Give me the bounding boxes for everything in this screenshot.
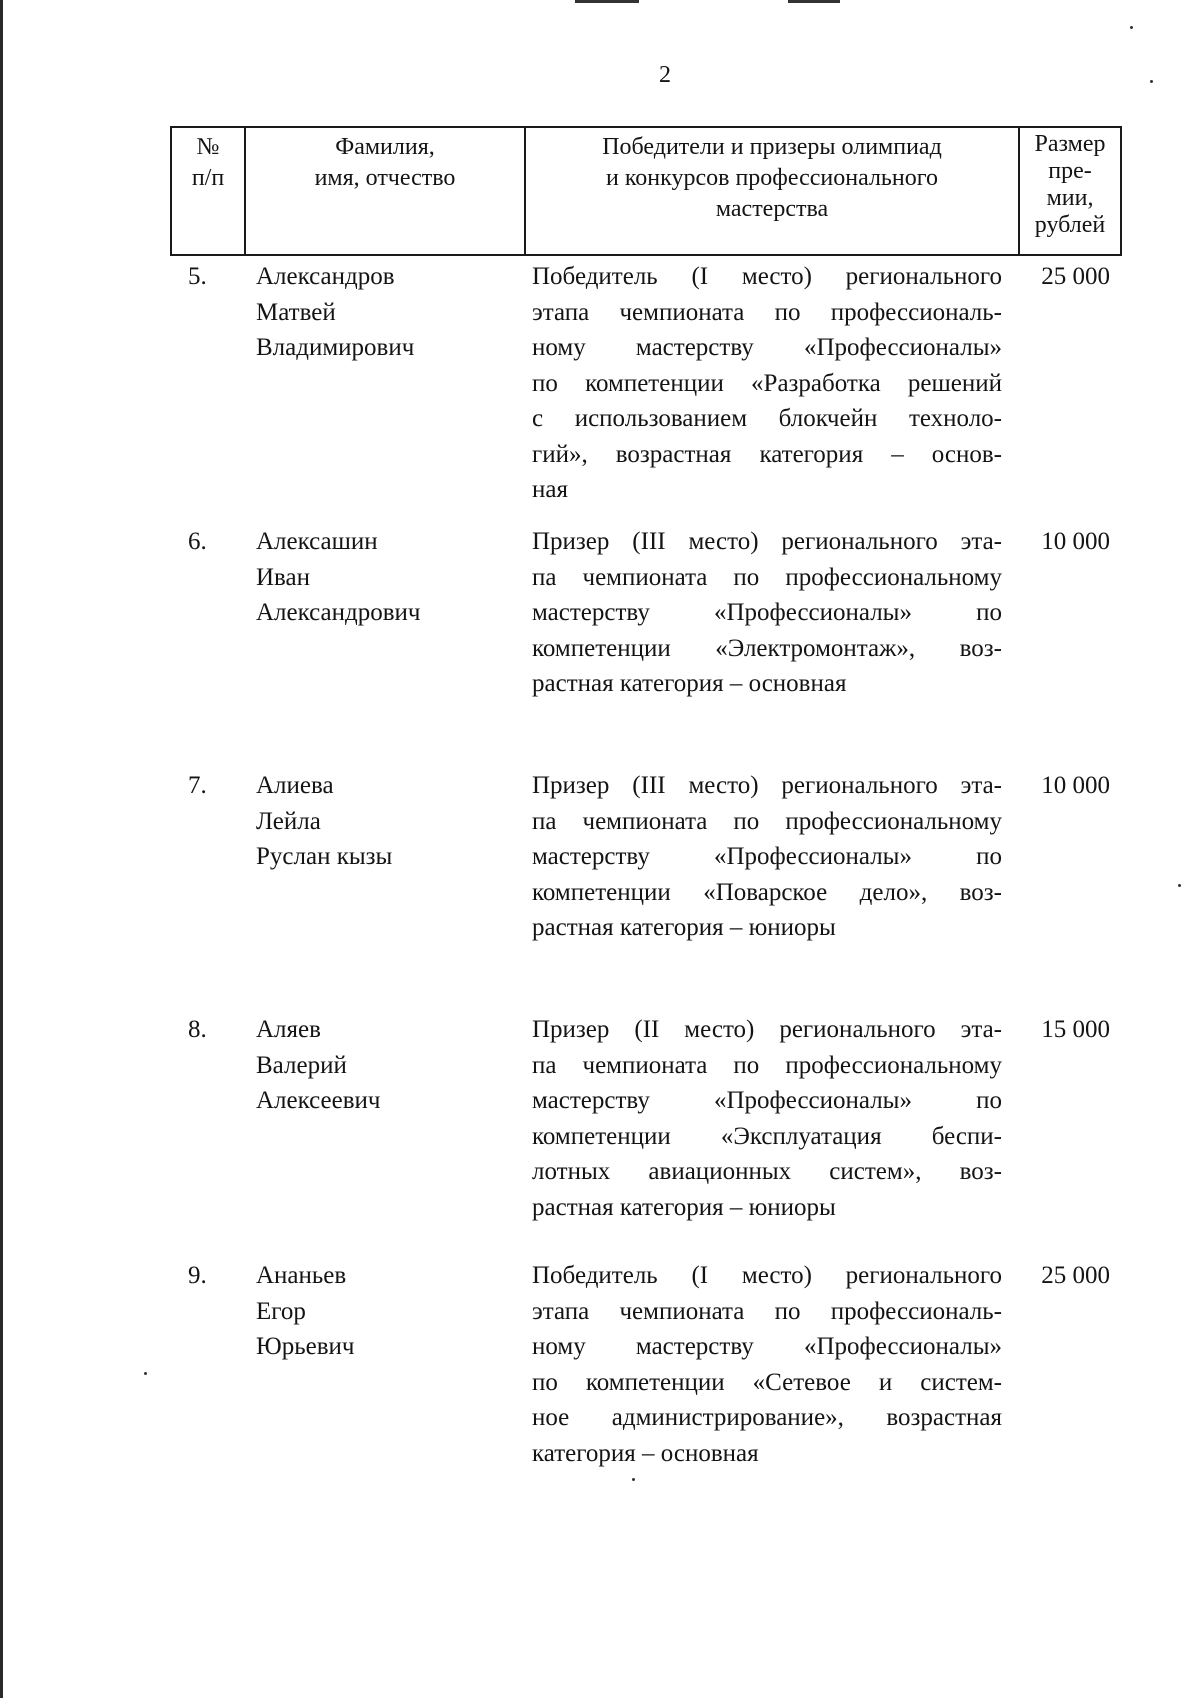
header-text: Размер: [1034, 131, 1106, 157]
header-text: имя, отчество: [314, 165, 456, 191]
header-name-cell: [244, 128, 524, 254]
description-line: Призер (II место) регионального эта-: [532, 1016, 1002, 1043]
row-description: [532, 259, 1002, 508]
header-text: и конкурсов профессионального: [606, 165, 938, 191]
description-line: ному мастерству «Профессионалы»: [532, 1333, 1002, 1360]
description-line: категория – основная: [532, 1439, 759, 1467]
description-line: по компетенции «Сетевое и систем-: [532, 1368, 1002, 1396]
row-description: [532, 768, 1002, 946]
row-number: 9.: [188, 1262, 207, 1289]
row-description: [532, 524, 1002, 702]
first-name: Егор: [256, 1297, 306, 1325]
surname: Александров: [256, 263, 395, 290]
scan-speck: [632, 1478, 635, 1481]
scan-speck: [144, 1372, 147, 1375]
row-full-name: [256, 768, 392, 875]
row-amount: 25 000: [1041, 1262, 1110, 1289]
description-line: ная: [532, 476, 568, 503]
header-text: пре-: [1048, 158, 1092, 184]
description-line: па чемпионата по профессиональному: [532, 1051, 1002, 1079]
header-text: Победители и призеры олимпиад: [602, 134, 942, 160]
row-full-name: [256, 524, 421, 631]
surname: Алексашин: [256, 528, 378, 555]
header-number-cell: [172, 128, 244, 254]
description-line: па чемпионата по профессиональному: [532, 563, 1002, 591]
description-line: гий», возрастная категория – основ-: [532, 440, 1002, 468]
description-line: этапа чемпионата по профессиональ-: [532, 1297, 1002, 1325]
description-line: ное администрирование», возрастная: [532, 1404, 1002, 1431]
description-line: мастерству «Профессионалы» по: [532, 599, 1002, 626]
header-text: п/п: [191, 165, 225, 191]
description-line: растная категория – юниоры: [532, 914, 836, 941]
row-number: 8.: [188, 1016, 207, 1043]
description-line: растная категория – юниоры: [532, 1193, 836, 1221]
description-line: этапа чемпионата по профессиональ-: [532, 298, 1002, 326]
description-line: компетенции «Поварское дело», воз-: [532, 878, 1002, 906]
header-text: рублей: [1034, 212, 1106, 238]
scan-top-mark: [575, 0, 639, 3]
patronymic: Владимирович: [256, 334, 415, 361]
description-line: компетенции «Электромонтаж», воз-: [532, 634, 1002, 662]
description-line: мастерству «Профессионалы» по: [532, 1087, 1002, 1114]
row-full-name: [256, 1258, 354, 1365]
header-text: Фамилия,: [335, 134, 435, 160]
header-amount-cell: [1018, 128, 1120, 254]
description-line: ному мастерству «Профессионалы»: [532, 334, 1002, 361]
row-number: 5.: [188, 263, 207, 290]
description-line: Победитель (I место) регионального: [532, 1262, 1002, 1289]
header-text: мии,: [1046, 185, 1094, 211]
description-line: по компетенции «Разработка решений: [532, 369, 1002, 397]
scan-speck: [1178, 884, 1181, 887]
row-full-name: [256, 259, 414, 366]
description-line: Призер (III место) регионального эта-: [532, 528, 1002, 555]
row-amount: 15 000: [1041, 1016, 1110, 1043]
row-number: 6.: [188, 528, 207, 555]
header-description-cell: [524, 128, 1018, 254]
surname: Алиева: [256, 772, 334, 799]
row-description: [532, 1012, 1002, 1225]
description-line: растная категория – основная: [532, 670, 847, 697]
first-name: Лейла: [256, 807, 321, 835]
scan-top-mark: [788, 0, 840, 3]
description-line: лотных авиационных систем», воз-: [532, 1158, 1002, 1185]
scan-speck: [1130, 26, 1133, 29]
row-amount: 10 000: [1041, 528, 1110, 555]
patronymic: Александрович: [256, 599, 421, 626]
row-full-name: [256, 1012, 381, 1119]
row-amount: 10 000: [1041, 772, 1110, 799]
page-number: 2: [659, 62, 671, 88]
first-name: Иван: [256, 563, 311, 591]
description-line: с использованием блокчейн техноло-: [532, 405, 1002, 432]
description-line: компетенции «Эксплуатация беспи-: [532, 1122, 1002, 1150]
patronymic: Руслан кызы: [256, 843, 393, 870]
surname: Аляев: [256, 1016, 321, 1043]
patronymic: Юрьевич: [256, 1333, 355, 1360]
description-line: мастерству «Профессионалы» по: [532, 843, 1002, 870]
table-header: [170, 126, 1122, 256]
row-amount: 25 000: [1041, 263, 1110, 290]
header-text: мастерства: [715, 196, 829, 222]
first-name: Валерий: [256, 1051, 347, 1079]
row-description: [532, 1258, 1002, 1471]
row-number: 7.: [188, 772, 207, 799]
header-text: №: [196, 134, 220, 160]
patronymic: Алексеевич: [256, 1087, 381, 1114]
description-line: Призер (III место) регионального эта-: [532, 772, 1002, 799]
description-line: па чемпионата по профессиональному: [532, 807, 1002, 835]
description-line: Победитель (I место) регионального: [532, 263, 1002, 290]
scan-left-edge: [0, 0, 3, 1698]
surname: Ананьев: [256, 1262, 347, 1289]
first-name: Матвей: [256, 298, 336, 326]
